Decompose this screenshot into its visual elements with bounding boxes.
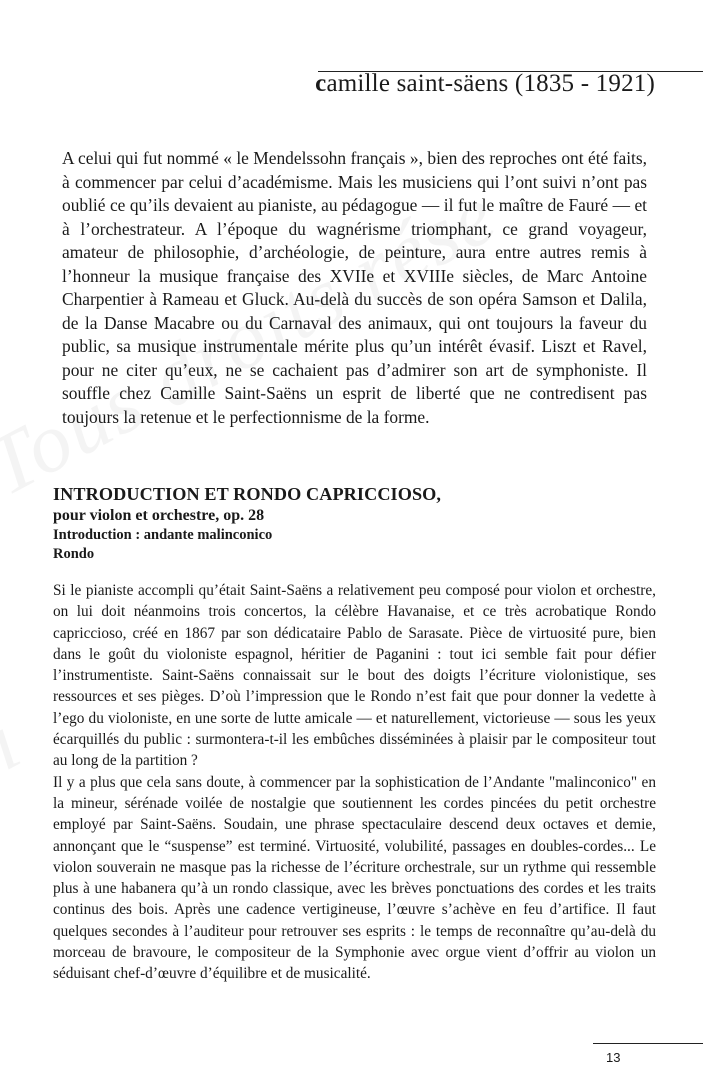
header-title-initial: c [315, 70, 327, 97]
piece-subtitle: pour violon et orchestre, op. 28 [53, 507, 265, 524]
movement-introduction: Introduction : andante malinconico [53, 527, 273, 543]
body-paragraph-2: Il y a plus que cela sans doute, à commencer par la sophistication de l’Andante "malinconico" en la mineur, sérénade voilée de nostalgie que soutiennent les cordes pincées du petit orchestre employé par Saint-Saëns. Soudain, une phrase spectaculaire descend deux octaves et demie, annonçant que le “suspense” est terminé. Virtuosité, volubilité, passages en doubles-cordes... Le violon souverain ne masque pas la richesse de l’écriture orchestrale, sur un rythme qui ressemble plus à une habanera qu’à un rondo classique, avec les brèves ponctuations des cordes et les traits continus des bois. Après une cadence vertigineuse, l’œuvre s’achève en feu d’artifice. Il faut quelques secondes à l’auditeur pour retrouver ses esprits : le temps de reconnaître qu’au-delà du morceau de bravoure, le compositeur de la Symphonie avec orgue vient d’offrir au violon un séduisant chef-d’œuvre d’équilibre et de musicalité. [53, 773, 656, 983]
intro-paragraph: A celui qui fut nommé « le Mendelssohn français », bien des reproches ont été faits, à commencer par celui d’académisme. Mais les musiciens qui l’ont suivi n’ont pas oublié ce qu’ils devaient au pianiste, au pédagogue — il fut le maître de Fauré — et à l’orchestrateur. A l’époque du wagnérisme triomphant, ce grand voyageur, amateur de philosophie, d’archéologie, de peinture, aura entre autres remis à l’honneur la musique française des XVIIe et XVIIIe siècles, de Marc Antoine Charpentier à Rameau et Gluck. Au-delà du succès de son opéra Samson et Dalila, de la Danse Macabre ou du Carnaval des animaux, qui ont toujours la faveur du public, sa musique instrumentale mérite plus qu’un intérêt évasif. Liszt et Ravel, pour ne citer qu’eux, ne se cachaient pas d’admirer son art de symphoniste. Il souffle chez Camille Saint-Saëns un esprit de liberté que ne contredisent pas toujours la retenue et le perfectionnisme de la forme. [62, 148, 647, 427]
piece-heading [53, 483, 653, 564]
piece-title: INTRODUCTION ET RONDO CAPRICCIOSO, [53, 484, 442, 504]
page-header-title [315, 70, 655, 98]
watermark-text-left [0, 694, 35, 806]
header-title-rest: amille saint-säens (1835 - 1921) [326, 70, 655, 97]
intro-section [62, 147, 647, 429]
movement-rondo: Rondo [53, 546, 95, 562]
page-number: 13 [606, 1050, 621, 1065]
body-paragraph-1: Si le pianiste accompli qu’était Saint-Saëns a relativement peu composé pour violon et orchestre, on lui doit néanmoins trois concertos, la célèbre Havanaise, et ce très acrobatique Rondo capriccioso, créé en 1867 par son dédicataire Pablo de Sarasate. Pièce de virtuosité pure, bien dans le goût du violoniste espagnol, héritier de Paganini : tout ici semble fait pour défier l’instrumentiste. Saint-Saëns connaissait sur le bout des doigts l’écriture violonistique, ses ressources et ses pièges. D’où l’impression que le Rondo n’est fait que pour donner la vedette à l’ego du violoniste, en une sorte de lutte amicale — et naturellement, victorieuse — sous les yeux écarquillés du public : surmontera-t-il les embûches disséminées à plaisir par le compositeur tout au long de la partition ? [53, 582, 656, 770]
body-text [53, 580, 656, 985]
footer-rule [593, 1043, 703, 1044]
